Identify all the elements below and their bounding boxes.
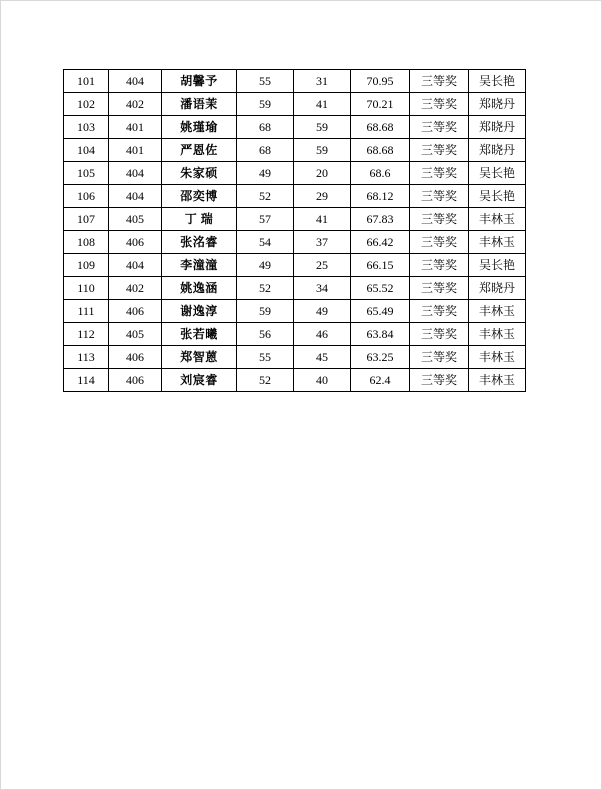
- cell-score-two: 37: [294, 231, 351, 254]
- cell-class: 402: [109, 277, 162, 300]
- cell-student-name: 刘宸睿: [162, 369, 237, 392]
- cell-teacher: 郑晓丹: [469, 93, 526, 116]
- cell-class: 401: [109, 139, 162, 162]
- cell-award: 三等奖: [410, 323, 469, 346]
- cell-score-one: 68: [237, 139, 294, 162]
- cell-teacher: 丰林玉: [469, 300, 526, 323]
- cell-award: 三等奖: [410, 346, 469, 369]
- cell-student-name: 潘语茉: [162, 93, 237, 116]
- cell-class: 404: [109, 70, 162, 93]
- cell-total-score: 68.68: [351, 116, 410, 139]
- cell-class: 402: [109, 93, 162, 116]
- cell-score-two: 41: [294, 93, 351, 116]
- cell-sequence-number: 103: [64, 116, 109, 139]
- cell-class: 404: [109, 254, 162, 277]
- table-row: [64, 116, 526, 139]
- cell-student-name: 胡馨予: [162, 70, 237, 93]
- cell-score-one: 49: [237, 162, 294, 185]
- cell-class: 406: [109, 231, 162, 254]
- cell-total-score: 70.95: [351, 70, 410, 93]
- table-row: [64, 208, 526, 231]
- table-row: [64, 277, 526, 300]
- cell-total-score: 62.4: [351, 369, 410, 392]
- cell-score-two: 59: [294, 116, 351, 139]
- cell-sequence-number: 108: [64, 231, 109, 254]
- cell-score-one: 57: [237, 208, 294, 231]
- cell-student-name: 郑智蒽: [162, 346, 237, 369]
- cell-award: 三等奖: [410, 254, 469, 277]
- cell-score-two: 41: [294, 208, 351, 231]
- cell-sequence-number: 106: [64, 185, 109, 208]
- cell-teacher: 丰林玉: [469, 231, 526, 254]
- cell-class: 406: [109, 300, 162, 323]
- cell-score-one: 54: [237, 231, 294, 254]
- cell-teacher: 吴长艳: [469, 162, 526, 185]
- cell-sequence-number: 114: [64, 369, 109, 392]
- cell-sequence-number: 112: [64, 323, 109, 346]
- cell-total-score: 68.68: [351, 139, 410, 162]
- cell-award: 三等奖: [410, 139, 469, 162]
- table-row: [64, 254, 526, 277]
- cell-sequence-number: 109: [64, 254, 109, 277]
- cell-student-name: 姚逸涵: [162, 277, 237, 300]
- cell-sequence-number: 113: [64, 346, 109, 369]
- cell-teacher: 丰林玉: [469, 346, 526, 369]
- cell-total-score: 66.42: [351, 231, 410, 254]
- cell-score-two: 34: [294, 277, 351, 300]
- cell-score-one: 59: [237, 93, 294, 116]
- table-row: [64, 231, 526, 254]
- cell-class: 404: [109, 185, 162, 208]
- cell-sequence-number: 111: [64, 300, 109, 323]
- cell-score-one: 52: [237, 369, 294, 392]
- cell-total-score: 65.49: [351, 300, 410, 323]
- cell-sequence-number: 104: [64, 139, 109, 162]
- cell-teacher: 丰林玉: [469, 208, 526, 231]
- cell-class: 401: [109, 116, 162, 139]
- cell-score-one: 56: [237, 323, 294, 346]
- cell-award: 三等奖: [410, 231, 469, 254]
- table-row: [64, 369, 526, 392]
- cell-teacher: 郑晓丹: [469, 116, 526, 139]
- cell-score-two: 40: [294, 369, 351, 392]
- cell-sequence-number: 101: [64, 70, 109, 93]
- cell-score-two: 45: [294, 346, 351, 369]
- cell-student-name: 谢逸淳: [162, 300, 237, 323]
- cell-score-one: 55: [237, 70, 294, 93]
- cell-score-two: 29: [294, 185, 351, 208]
- table-row: [64, 300, 526, 323]
- cell-teacher: 郑晓丹: [469, 277, 526, 300]
- cell-total-score: 65.52: [351, 277, 410, 300]
- cell-sequence-number: 107: [64, 208, 109, 231]
- cell-student-name: 李潼潼: [162, 254, 237, 277]
- table-row: [64, 162, 526, 185]
- cell-score-two: 20: [294, 162, 351, 185]
- cell-award: 三等奖: [410, 300, 469, 323]
- cell-award: 三等奖: [410, 185, 469, 208]
- cell-class: 405: [109, 208, 162, 231]
- table-row: [64, 185, 526, 208]
- cell-student-name: 姚瑾瑜: [162, 116, 237, 139]
- cell-score-one: 49: [237, 254, 294, 277]
- cell-score-two: 25: [294, 254, 351, 277]
- cell-class: 406: [109, 369, 162, 392]
- cell-total-score: 66.15: [351, 254, 410, 277]
- cell-score-two: 59: [294, 139, 351, 162]
- score-table-container: [63, 69, 515, 392]
- cell-teacher: 吴长艳: [469, 254, 526, 277]
- cell-award: 三等奖: [410, 277, 469, 300]
- cell-score-one: 68: [237, 116, 294, 139]
- cell-total-score: 63.84: [351, 323, 410, 346]
- table-row: [64, 346, 526, 369]
- cell-score-one: 52: [237, 185, 294, 208]
- cell-teacher: 郑晓丹: [469, 139, 526, 162]
- cell-total-score: 63.25: [351, 346, 410, 369]
- cell-award: 三等奖: [410, 116, 469, 139]
- cell-teacher: 丰林玉: [469, 323, 526, 346]
- cell-award: 三等奖: [410, 208, 469, 231]
- cell-award: 三等奖: [410, 70, 469, 93]
- cell-score-two: 49: [294, 300, 351, 323]
- cell-award: 三等奖: [410, 93, 469, 116]
- cell-score-one: 52: [237, 277, 294, 300]
- score-table-body: [64, 70, 526, 392]
- cell-teacher: 丰林玉: [469, 369, 526, 392]
- score-table: [63, 69, 526, 392]
- cell-total-score: 70.21: [351, 93, 410, 116]
- cell-total-score: 67.83: [351, 208, 410, 231]
- cell-student-name: 严恩佐: [162, 139, 237, 162]
- cell-class: 405: [109, 323, 162, 346]
- cell-score-two: 46: [294, 323, 351, 346]
- cell-sequence-number: 105: [64, 162, 109, 185]
- cell-score-one: 55: [237, 346, 294, 369]
- cell-score-one: 59: [237, 300, 294, 323]
- cell-student-name: 丁 瑞: [162, 208, 237, 231]
- cell-student-name: 邵奕博: [162, 185, 237, 208]
- cell-sequence-number: 102: [64, 93, 109, 116]
- table-row: [64, 139, 526, 162]
- cell-score-two: 31: [294, 70, 351, 93]
- cell-student-name: 朱家硕: [162, 162, 237, 185]
- cell-total-score: 68.12: [351, 185, 410, 208]
- cell-award: 三等奖: [410, 369, 469, 392]
- cell-sequence-number: 110: [64, 277, 109, 300]
- table-row: [64, 70, 526, 93]
- table-row: [64, 323, 526, 346]
- cell-teacher: 吴长艳: [469, 185, 526, 208]
- cell-student-name: 张若曦: [162, 323, 237, 346]
- cell-class: 404: [109, 162, 162, 185]
- cell-total-score: 68.6: [351, 162, 410, 185]
- cell-student-name: 张洺睿: [162, 231, 237, 254]
- table-row: [64, 93, 526, 116]
- cell-class: 406: [109, 346, 162, 369]
- cell-award: 三等奖: [410, 162, 469, 185]
- cell-teacher: 吴长艳: [469, 70, 526, 93]
